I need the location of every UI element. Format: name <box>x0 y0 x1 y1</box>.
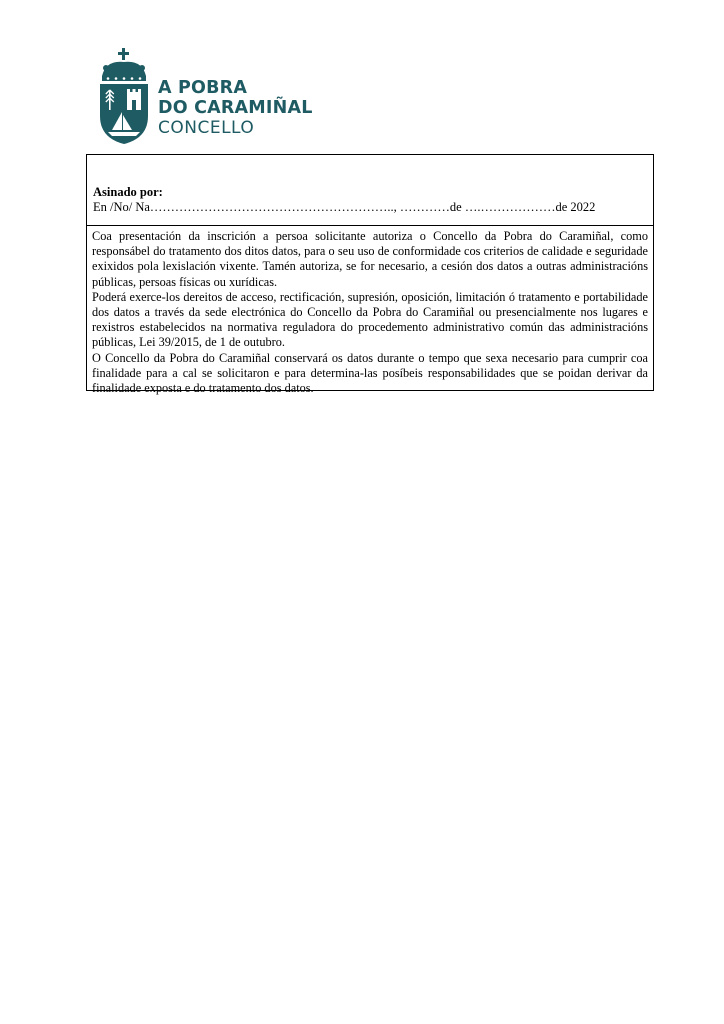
privacy-paragraph-1: Coa presentación da inscrición a persoa solicitante autoriza o Concello da Pobra do Caramiñal, como responsábel do tratamento dos ditos datos, para o seu uso de conformidade cos criterios de calidade e seguridade exixidos pola lexislación vixente. Tamén autoriza, se for necesario, a cesión dos datos a outras administracións públicas, persoas físicas ou xurídicas. <box>92 229 648 289</box>
coat-of-arms-icon <box>96 46 152 146</box>
logo-line-3: CONCELLO <box>158 118 255 138</box>
logo-line-1: A POBRA <box>158 78 248 98</box>
signature-line: En /No/ Na………………………………………………….., …………de ….………………de 2022 <box>93 200 596 214</box>
signature-box <box>86 154 654 226</box>
privacy-paragraph-3: O Concello da Pobra do Caramiñal conservará os datos durante o tempo que sexa necesario para cumprir coa finalidade para a cal se solicitaron e para determina-las posíbeis responsabilidades que se poidan derivar da finalidade exposta e do tratamento dos datos. <box>92 350 648 396</box>
signature-label: Asinado por: <box>93 185 163 199</box>
privacy-paragraph-2: Poderá exerce-los dereitos de acceso, rectificación, supresión, oposición, limitación ó tratamento e portabilidade dos datos a través da sede electrónica do Concello da Pobra do Caramiñal ou presencialmente nos lugares e rexistros estabelecidos na normativa reguladora do procedemento administrativo común das administracións públicas, Lei 39/2015, de 1 de outubro. <box>92 289 648 350</box>
concello-logo <box>96 46 356 146</box>
logo-line-2: DO CARAMIÑAL <box>158 98 313 118</box>
privacy-box <box>86 226 654 396</box>
